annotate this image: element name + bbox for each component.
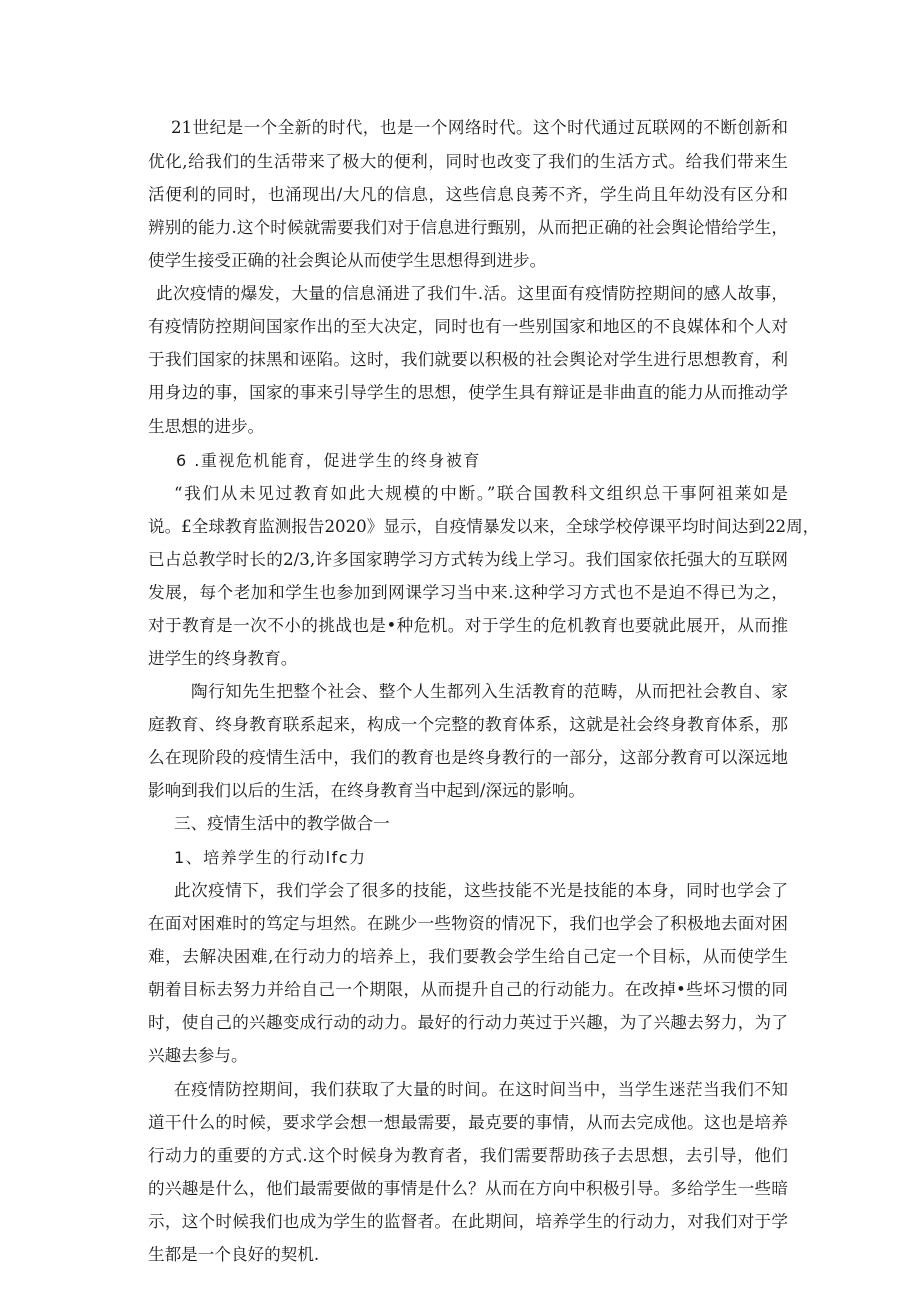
paragraph-line: 进学生的终身教育。 — [148, 649, 298, 668]
paragraph-line: 辨别的能力.这个时候就需要我们对于信息进行甄别，从而把正确的社会舆论惜给学生， — [148, 218, 788, 237]
paragraph-line: 道干什么的时候，要求学会想一想最需要，最克要的事情，从而去完成他。这也是培养 — [148, 1113, 788, 1132]
paragraph-line: 庭教育、终身教育联系起来，构成一个完整的教育体系，这就是社会终身教育体系，那 — [148, 715, 788, 734]
paragraph-line: 的兴趣是什么，他们最需要做的事情是什么？从而在方向中积极引导。多给学生一些暗 — [148, 1179, 788, 1198]
subsection-heading: 1、培养学生的行动lfc力 — [174, 848, 367, 867]
paragraph-line: 朝着目标去努力并给自己一个期限，从而提升自己的行动能力。在改掉•些坏习惯的同 — [148, 980, 788, 999]
paragraph-line: 于我们国家的抹黑和诬陷。这时，我们就要以积极的社会舆论对学生进行思想教育，利 — [148, 350, 788, 369]
paragraph-line: 此次疫情下，我们学会了很多的技能，这些技能不光是技能的本身，同时也学会了 — [174, 881, 788, 900]
paragraph-line: 兴趣去参与。 — [148, 1046, 248, 1065]
paragraph-line: 生思想的进步。 — [148, 417, 265, 436]
paragraph-line: 此次疫情的爆发，大量的信息涌进了我们牛.活。这里面有疫情防控期间的感人故事， — [156, 284, 788, 303]
paragraph-line: 发展，每个老加和学生也参加到网课学习当中来.这种学习方式也不是迫不得已为之， — [148, 583, 788, 602]
paragraph-line: 影响到我们以后的生活，在终身教育当中起到/深远的影响。 — [148, 781, 586, 800]
paragraph-line: 么在现阶段的疫情生活中，我们的教育也是终身教行的一部分，这部分教育可以深远地 — [148, 748, 788, 767]
paragraph-line: 已占总教学时长的2/3,许多国家聘学习方式转为线上学习。我们国家依托强大的互联网 — [148, 550, 788, 569]
paragraph-line: 生都是一个良好的契机. — [148, 1245, 320, 1264]
paragraph-line: 说。£全球教育监测报告2020》显示，自疫情暴发以来，全球学校停课平均时间达到22周， — [148, 517, 820, 536]
paragraph-line: 难，去解决困难,在行动力的培养上，我们要教会学生给自己定一个目标，从而使学生 — [148, 947, 788, 966]
section-heading: 6 .重视危机能育，促进学生的终身被育 — [176, 451, 481, 470]
paragraph-line: 活便利的同时，也涌现出/大凡的信息，这些信息良莠不齐，学生尚且年幼没有区分和 — [148, 185, 788, 204]
paragraph-line: 在面对困难时的笃定与坦然。在跳少一些物资的情况下，我们也学会了积极地去面对困 — [148, 914, 788, 933]
paragraph-line: “我们从未见过教育如此大规模的中断。”联合国教科文组织总干事阿祖莱如是 — [174, 484, 788, 503]
paragraph-line: 21世纪是一个全新的时代，也是一个网络时代。这个时代通过瓦联网的不断创新和 — [171, 118, 788, 137]
section-heading: 三、疫情生活中的教学做合一 — [174, 814, 390, 833]
paragraph-line: 示，这个时候我们也成为学生的监督者。在此期间，培养学生的行动力，对我们对于学 — [148, 1212, 788, 1231]
paragraph-line: 陶行知先生把整个社会、整个人生都列入生活教育的范畴，从而把社会教自、家 — [191, 682, 788, 701]
paragraph-line: 在疫情防控期间，我们获取了大量的时间。在这时间当中，当学生迷茫当我们不知 — [174, 1080, 788, 1099]
paragraph-line: 有疫情防控期间国家作出的至大决定，同时也有一些别国家和地区的不良媒体和个人对 — [148, 317, 788, 336]
paragraph-line: 对于教育是一次不小的挑战也是•种危机。对于学生的危机教育也要就此展开，从而推 — [148, 616, 788, 635]
paragraph-line: 时，使自己的兴趣变成行动的动力。最好的行动力英过于兴趣，为了兴趣去努力，为了 — [148, 1013, 788, 1032]
paragraph-line: 用身边的事，国家的事来引导学生的思想，使学生具有辩证是非曲直的能力从而推动学 — [148, 383, 788, 402]
paragraph-line: 优化,给我们的生活带来了极大的便利，同时也改变了我们的生活方式。给我们带来生 — [148, 152, 788, 171]
paragraph-line: 行动力的重要的方式.这个时候身为教育者，我们需要帮助孩子去思想，去引导，他们 — [148, 1146, 788, 1165]
paragraph-line: 使学生接受正确的社会舆论从而使学生思想得到进步。 — [148, 251, 547, 270]
